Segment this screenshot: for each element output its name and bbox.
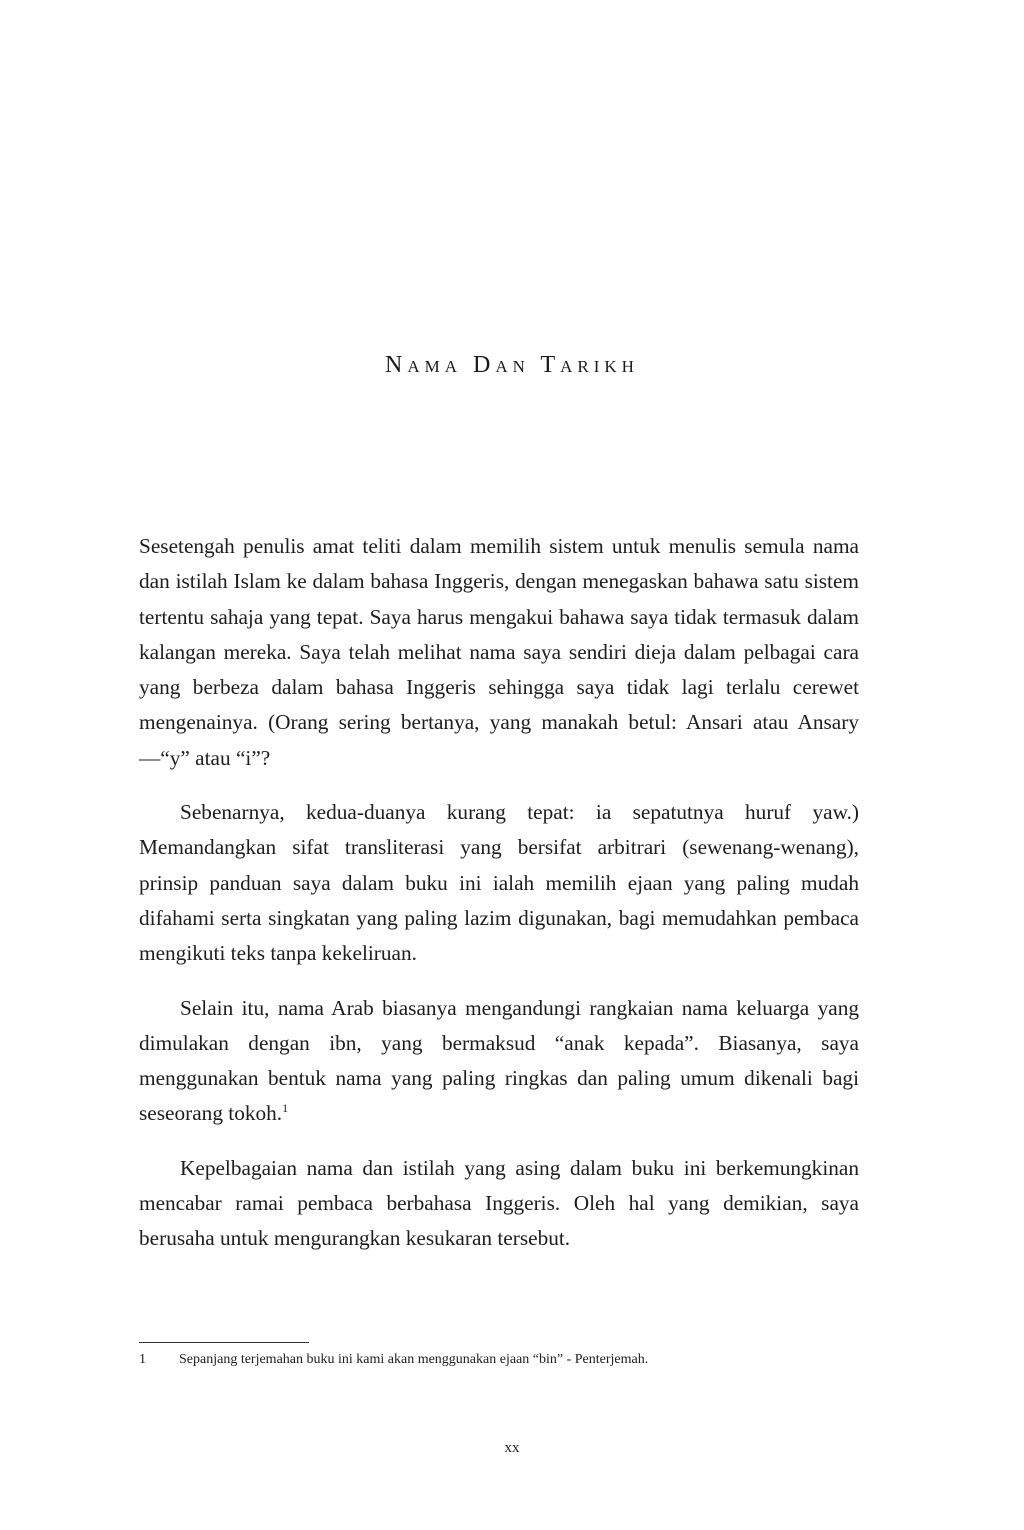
paragraph-2: Sebenarnya, kedua-duanya kurang tepat: ia sepatutnya huruf yaw.) Memandangkan sifat transliterasi yang bersifat arbitrari (sewenang-wenang), prinsip panduan saya dalam buku ini ialah memilih ejaan yang paling mudah difahami serta singkatan yang paling lazim digunakan, bagi memudahkan pembaca mengikuti teks tanpa kekeliruan. <box>139 800 859 966</box>
body-text <box>139 529 859 1276</box>
footnote-number: 1 <box>139 1352 146 1367</box>
footnote-reference[interactable]: 1 <box>282 1101 289 1116</box>
footnote-text: Sepanjang terjemahan buku ini kami akan menggunakan ejaan “bin” - Penterjemah. <box>179 1352 649 1367</box>
footnote <box>139 1349 859 1371</box>
paragraph-4: Kepelbagaian nama dan istilah yang asing dalam buku ini berkemungkinan mencabar ramai pembaca berbahasa Inggeris. Oleh hal yang demikian, saya berusaha untuk mengurangkan kesukaran tersebut. <box>139 1155 859 1251</box>
chapter-title: Nama Dan Tarikh <box>385 352 639 379</box>
paragraph-3 <box>139 991 859 1132</box>
page-number: xx <box>504 1440 520 1456</box>
footnote-divider <box>139 1342 309 1343</box>
paragraph-1: Sesetengah penulis amat teliti dalam memilih sistem untuk menulis semula nama dan istilah Islam ke dalam bahasa Inggeris, dengan menegaskan bahawa satu sistem tertentu sahaja yang tepat. Saya harus mengakui bahawa saya tidak termasuk dalam kalangan mereka. Saya telah melihat nama saya sendiri dieja dalam pelbagai cara yang berbeza dalam bahasa Inggeris sehingga saya tidak lagi terlalu cerewet mengenainya. (Orang sering bertanya, yang manakah betul: Ansari atau Ansary—“y” atau “i”? <box>139 534 859 770</box>
paragraph-3-text: Selain itu, nama Arab biasanya mengandungi rangkaian nama keluarga yang dimulakan dengan ibn, yang bermaksud “anak kepada”. Biasanya, saya menggunakan bentuk nama yang paling ringkas dan paling umum dikenali bagi seseorang tokoh. <box>139 995 859 1126</box>
